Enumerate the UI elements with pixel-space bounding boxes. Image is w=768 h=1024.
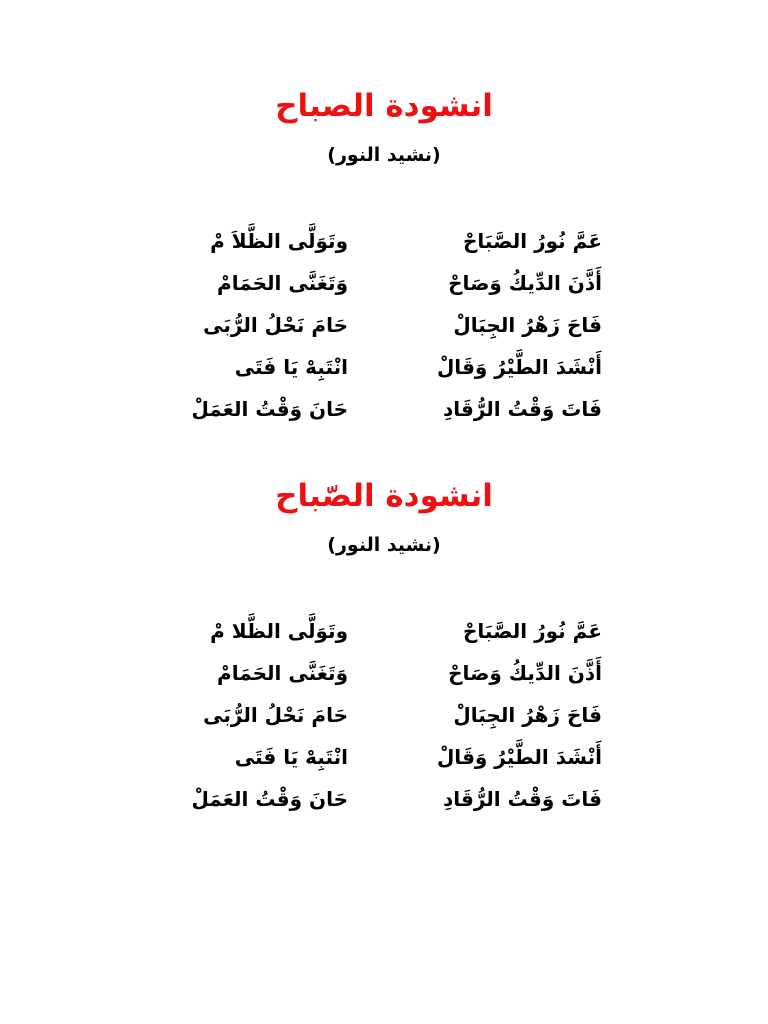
second-hemistich: وَتَغَنَّى الحَمَامْ bbox=[217, 271, 348, 295]
first-hemistich: أَذَّنَ الدِّيكُ وَصَاحْ bbox=[448, 661, 602, 685]
verse-line bbox=[0, 304, 768, 346]
verse-line bbox=[0, 652, 768, 694]
verse-line bbox=[0, 346, 768, 388]
second-hemistich: حَامَ نَحْلُ الرُّبَى bbox=[203, 313, 348, 337]
poem-subtitle: (نشيد النور) bbox=[327, 534, 441, 556]
poem-stanza bbox=[0, 220, 768, 430]
first-hemistich: فَاتَ وَقْتُ الرُّقَادِ bbox=[442, 787, 602, 811]
first-hemistich: أَذَّنَ الدِّيكُ وَصَاحْ bbox=[448, 271, 602, 295]
verse-line bbox=[0, 694, 768, 736]
first-hemistich: أَنْشَدَ الطَّيْرُ وَقَالْ bbox=[436, 745, 602, 769]
first-hemistich: فَاتَ وَقْتُ الرُّقَادِ bbox=[442, 397, 602, 421]
verse-line bbox=[0, 610, 768, 652]
second-hemistich: وتَوَلَّى الظَّلا مْ bbox=[210, 619, 348, 643]
second-hemistich: حَانَ وَقْتُ العَمَلْ bbox=[191, 787, 348, 811]
first-hemistich: فَاحَ زَهْرُ الجِبَالْ bbox=[453, 313, 602, 337]
first-hemistich: عَمَّ نُورُ الصَّبَاحْ bbox=[463, 229, 602, 253]
poem-title: انشودة الصّباح bbox=[275, 478, 493, 514]
second-hemistich: وتَوَلَّى الظَّلاَ مْ bbox=[210, 229, 348, 253]
poem-subtitle: (نشيد النور) bbox=[327, 144, 441, 166]
second-hemistich: انْتَبِهْ يَا فَتَى bbox=[234, 355, 348, 379]
verse-line bbox=[0, 778, 768, 820]
verse-line bbox=[0, 736, 768, 778]
second-hemistich: انْتَبِهْ يَا فَتَى bbox=[234, 745, 348, 769]
second-hemistich: حَامَ نَحْلُ الرُّبَى bbox=[203, 703, 348, 727]
first-hemistich: عَمَّ نُورُ الصَّبَاحْ bbox=[463, 619, 602, 643]
first-hemistich: أَنْشَدَ الطَّيْرُ وَقَالْ bbox=[436, 355, 602, 379]
first-hemistich: فَاحَ زَهْرُ الجِبَالْ bbox=[453, 703, 602, 727]
second-hemistich: حَانَ وَقْتُ العَمَلْ bbox=[191, 397, 348, 421]
verse-line bbox=[0, 220, 768, 262]
verse-line bbox=[0, 262, 768, 304]
second-hemistich: وَتَغَنَّى الحَمَامْ bbox=[217, 661, 348, 685]
poem-title: انشودة الصباح bbox=[275, 88, 493, 124]
poem-stanza bbox=[0, 610, 768, 820]
verse-line bbox=[0, 388, 768, 430]
